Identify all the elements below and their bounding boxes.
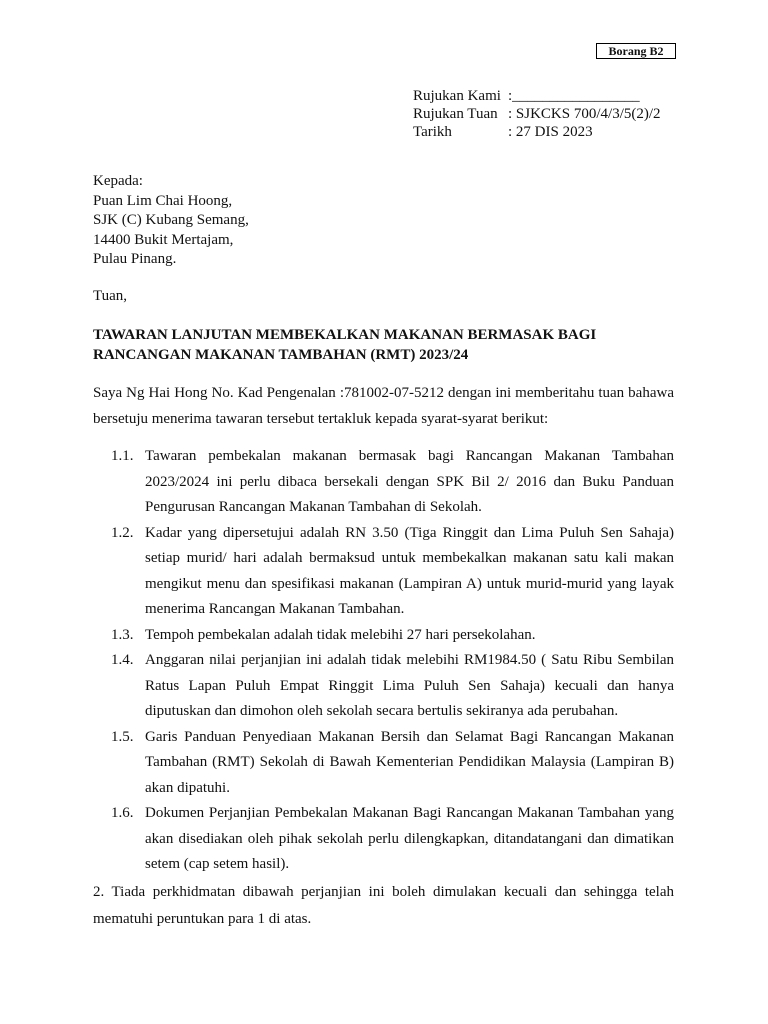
reference-label: Rujukan Kami bbox=[413, 88, 501, 104]
list-item-number: 1.5. bbox=[111, 728, 134, 745]
reference-value: : 27 DIS 2023 bbox=[508, 124, 593, 140]
salutation: Tuan, bbox=[93, 288, 128, 304]
list-item bbox=[111, 521, 674, 623]
list-item bbox=[111, 648, 674, 725]
reference-row bbox=[413, 105, 661, 123]
letter-subject: TAWARAN LANJUTAN MEMBEKALKAN MAKANAN BERMASAK BAGI RANCANGAN MAKANAN TAMBAHAN (RMT) 2023/24 bbox=[93, 327, 597, 363]
list-item-number: 1.2. bbox=[111, 524, 134, 541]
list-item bbox=[111, 801, 674, 878]
conditions-list bbox=[111, 444, 674, 878]
list-item-text: Tawaran pembekalan makanan bermasak bagi Rancangan Makanan Tambahan 2023/2024 ini perlu dibaca bersekali dengan SPK Bil 2/ 2016 dan Buku Panduan Pengurusan Rancangan Makanan Tambahan di Sekolah. bbox=[145, 448, 674, 515]
recipient-line: SJK (C) Kubang Semang, bbox=[93, 212, 249, 228]
reference-label: Tarikh bbox=[413, 124, 452, 140]
form-label-box: Borang B2 bbox=[596, 43, 676, 59]
list-item bbox=[111, 623, 674, 649]
reference-row bbox=[413, 87, 661, 105]
list-item-number: 1.3. bbox=[111, 626, 134, 643]
list-item-text: Kadar yang dipersetujui adalah RN 3.50 (Tiga Ringgit dan Lima Puluh Sen Sahaja) setiap murid/ hari adalah bermaksud untuk membekalkan makanan satu kali makan mengikut menu dan spesifikasi makanan (Lampiran A) untuk murid-murid yang layak menerima Rancangan Makanan Tambahan. bbox=[145, 524, 674, 617]
reference-row bbox=[413, 123, 661, 141]
list-item-number: 1.4. bbox=[111, 652, 134, 668]
list-item-text: Anggaran nilai perjanjian ini adalah tidak melebihi RM1984.50 ( Satu Ribu Sembilan Ratus Lapan Puluh Empat Ringgit Lima Puluh Sen Sahaja) kecuali dan hanya diputuskan dan dimohon oleh sekolah secara bertulis sekiranya ada perubahan. bbox=[145, 652, 674, 719]
reference-value: :_________________ bbox=[508, 88, 640, 104]
list-item bbox=[111, 444, 674, 521]
recipient-line: Pulau Pinang. bbox=[93, 251, 177, 267]
intro-paragraph: Saya Ng Hai Hong No. Kad Pengenalan :781002-07-5212 dengan ini memberitahu tuan bahawa bersetuju menerima tawaran tersebut tertakluk kepada syarat-syarat berikut: bbox=[93, 385, 674, 427]
reference-value: : SJKCKS 700/4/3/5(2)/2 bbox=[508, 106, 661, 122]
recipient-line: Puan Lim Chai Hoong, bbox=[93, 192, 233, 209]
closing-paragraph: 2. Tiada perkhidmatan dibawah perjanjian ini boleh dimulakan kecuali dan sehingga telah mematuhi peruntukan para 1 di atas. bbox=[93, 884, 674, 927]
recipient-line: 14400 Bukit Mertajam, bbox=[93, 231, 234, 248]
reference-label: Rujukan Tuan bbox=[413, 106, 498, 122]
list-item-text: Dokumen Perjanjian Pembekalan Makanan Bagi Rancangan Makanan Tambahan yang akan disediakan oleh pihak sekolah perlu dilengkapkan, ditandatangani dan dimatikan setem (cap setem hasil). bbox=[145, 805, 674, 872]
list-item-number: 1.6. bbox=[111, 805, 134, 821]
recipient-heading: Kepada: bbox=[93, 173, 143, 189]
list-item-text: Tempoh pembekalan adalah tidak melebihi 27 hari persekolahan. bbox=[145, 626, 536, 643]
list-item-number: 1.1. bbox=[111, 448, 134, 464]
list-item-text: Garis Panduan Penyediaan Makanan Bersih dan Selamat Bagi Rancangan Makanan Tambahan (RMT) Sekolah di Bawah Kementerian Pendidikan Malaysia (Lampiran B) akan dipatuhi. bbox=[145, 728, 674, 796]
recipient-address bbox=[93, 172, 249, 270]
reference-block bbox=[413, 87, 661, 141]
list-item bbox=[111, 725, 674, 802]
